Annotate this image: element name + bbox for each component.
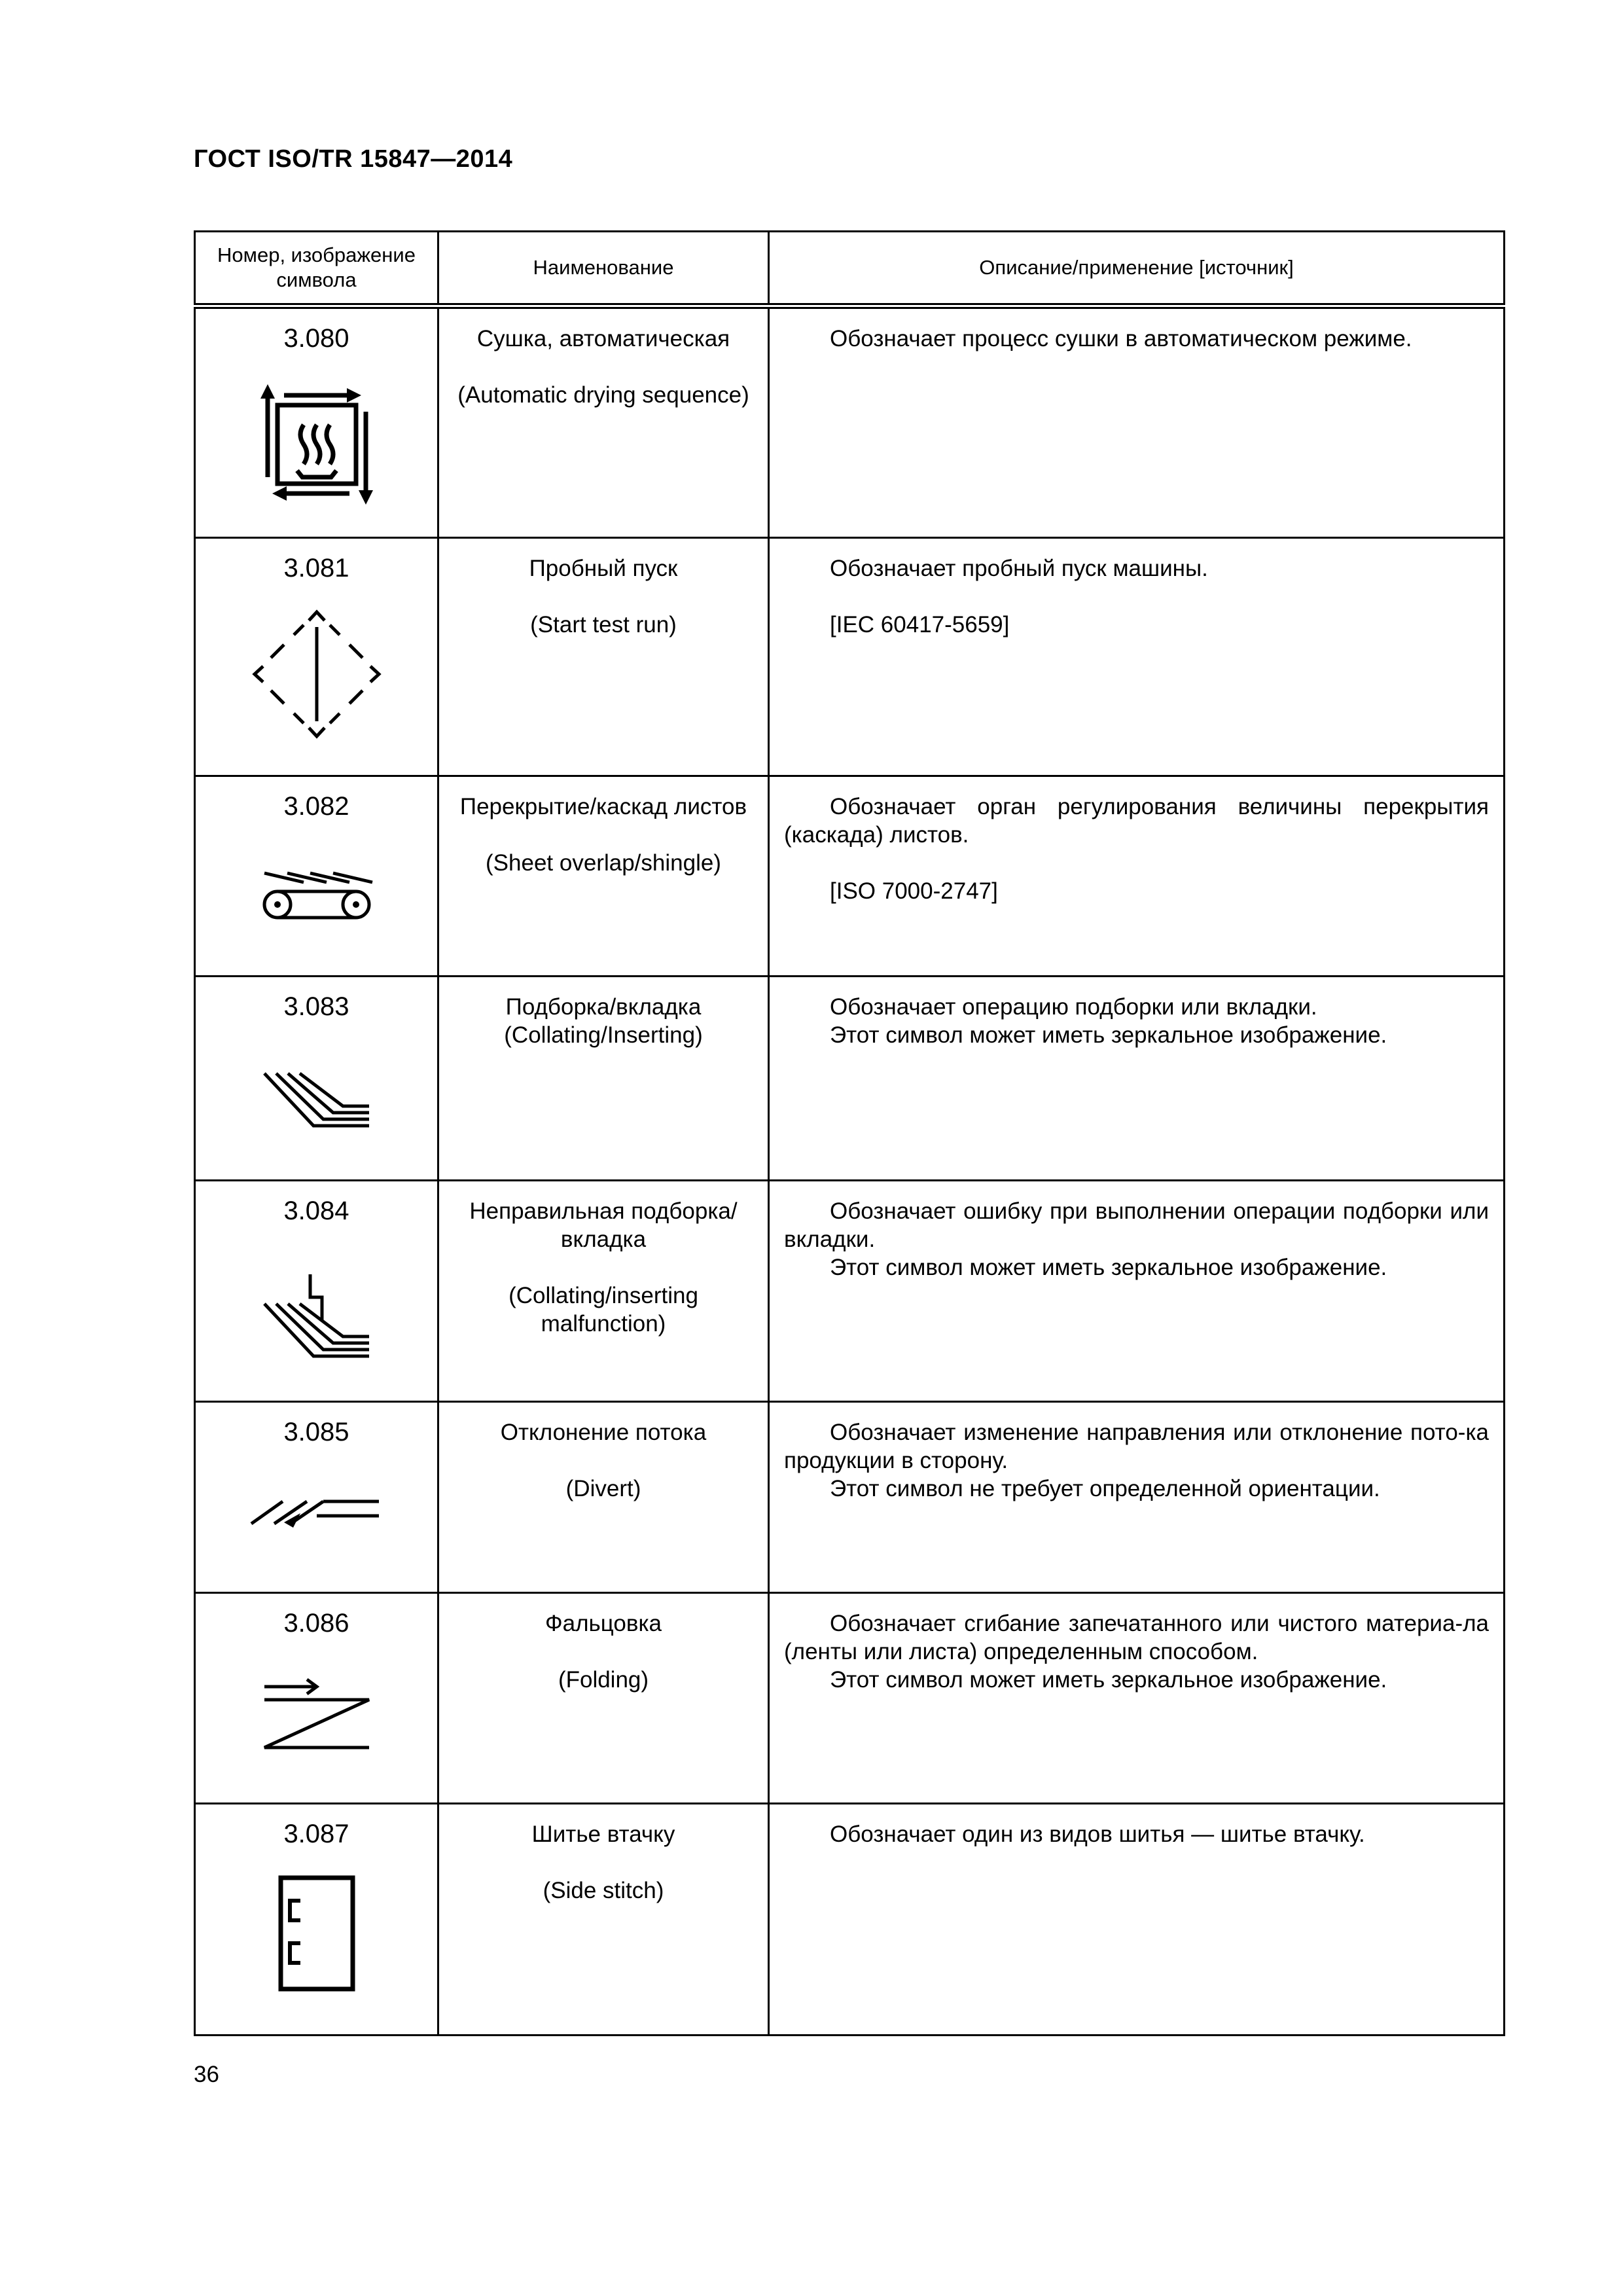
- name-en: (Sheet overlap/shingle): [486, 850, 721, 876]
- description-note: Этот символ может иметь зеркальное изображение.: [830, 1022, 1387, 1048]
- description-cell: [769, 1181, 1505, 1402]
- folding-icon: [251, 1670, 382, 1755]
- name-ru: Сушка, автоматическая: [476, 326, 730, 351]
- symbol-cell: [195, 1402, 438, 1593]
- name-en: (Divert): [565, 1476, 641, 1501]
- name-ru: Пробный пуск: [529, 556, 678, 581]
- table-row: [195, 977, 1505, 1181]
- description-cell: [769, 776, 1505, 977]
- name-ru: Подборка/вкладка: [505, 994, 702, 1020]
- description-cell: [769, 1402, 1505, 1593]
- symbol-cell: [195, 776, 438, 977]
- table-row: [195, 306, 1505, 538]
- name-cell: [438, 1402, 769, 1593]
- automatic-drying-icon: [251, 379, 382, 510]
- name-ru: Перекрытие/каскад листов: [459, 794, 747, 819]
- description-cell: [769, 538, 1505, 776]
- start-test-run-icon: [251, 609, 382, 740]
- table-row: [195, 1402, 1505, 1593]
- description-note: Этот символ может иметь зеркальное изображение.: [830, 1255, 1387, 1280]
- name-cell: [438, 977, 769, 1181]
- symbol-cell: [195, 1181, 438, 1402]
- column-header-name: Наименование: [438, 232, 769, 306]
- description-cell: [769, 977, 1505, 1181]
- symbol-number: 3.081: [283, 554, 349, 583]
- description-text: Обозначает орган регулирования величины перекрытия (каскада) листов.: [784, 794, 1489, 848]
- name-en: (Collating/Inserting): [504, 1022, 703, 1048]
- description-text: Обозначает пробный пуск машины.: [830, 556, 1208, 581]
- symbol-number: 3.086: [283, 1609, 349, 1638]
- description-cell: [769, 1593, 1505, 1804]
- name-ru: Фальцовка: [545, 1611, 662, 1636]
- name-en: (Collating/inserting malfunction): [508, 1283, 698, 1336]
- table-row: [195, 538, 1505, 776]
- symbol-cell: [195, 1593, 438, 1804]
- name-cell: [438, 1593, 769, 1804]
- name-ru: Неправильная подборка/вкладка: [469, 1198, 738, 1252]
- description-text: Обозначает один из видов шитья — шитье втачку.: [830, 1821, 1365, 1847]
- sheet-overlap-icon: [251, 860, 382, 925]
- page-number: 36: [194, 2062, 219, 2087]
- symbol-cell: [195, 306, 438, 538]
- column-header-description: Описание/применение [источник]: [769, 232, 1505, 306]
- name-en: (Automatic drying sequence): [457, 382, 749, 408]
- table-header-row: [195, 232, 1505, 306]
- symbols-table: [194, 230, 1505, 2036]
- name-cell: [438, 776, 769, 977]
- description-text: Обозначает ошибку при выполнении операции подборки или вкладки.: [784, 1198, 1489, 1252]
- divert-icon: [245, 1486, 389, 1538]
- document-header: ГОСТ ISO/TR 15847—2014: [194, 145, 513, 173]
- table-row: [195, 1593, 1505, 1804]
- symbol-cell: [195, 1804, 438, 2036]
- description-text: Обозначает процесс сушки в автоматическом режиме.: [830, 326, 1412, 351]
- description-cell: [769, 1804, 1505, 2036]
- symbol-number: 3.080: [283, 324, 349, 353]
- collating-malfunction-icon: [251, 1271, 382, 1369]
- name-en: (Side stitch): [543, 1878, 664, 1903]
- description-text: Обозначает операцию подборки или вкладки.: [830, 994, 1317, 1020]
- name-cell: [438, 1804, 769, 2036]
- symbol-number: 3.083: [283, 992, 349, 1021]
- name-cell: [438, 306, 769, 538]
- name-cell: [438, 1181, 769, 1402]
- symbol-cell: [195, 977, 438, 1181]
- source-reference: [IEC 60417-5659]: [830, 612, 1010, 637]
- symbol-number: 3.085: [283, 1418, 349, 1446]
- symbol-number: 3.082: [283, 792, 349, 821]
- name-en: (Start test run): [530, 612, 677, 637]
- name-cell: [438, 538, 769, 776]
- name-ru: Отклонение потока: [500, 1420, 707, 1445]
- column-header-symbol: Номер, изображение символа: [195, 232, 438, 306]
- description-text: Обозначает изменение направления или отклонение пото-ка продукции в сторону.: [784, 1420, 1489, 1473]
- source-reference: [ISO 7000-2747]: [830, 878, 998, 904]
- table-row: [195, 776, 1505, 977]
- name-ru: Шитье втачку: [531, 1821, 675, 1847]
- table-row: [195, 1804, 1505, 2036]
- symbol-cell: [195, 538, 438, 776]
- name-en: (Folding): [558, 1667, 649, 1693]
- symbol-number: 3.087: [283, 1820, 349, 1848]
- description-note: Этот символ может иметь зеркальное изображение.: [830, 1667, 1387, 1693]
- table-row: [195, 1181, 1505, 1402]
- description-cell: [769, 306, 1505, 538]
- side-stitch-icon: [274, 1874, 359, 1992]
- description-text: Обозначает сгибание запечатанного или чистого материа-ла (ленты или листа) определенным способом.: [784, 1611, 1489, 1664]
- symbol-number: 3.084: [283, 1196, 349, 1225]
- collating-inserting-icon: [251, 1067, 382, 1139]
- description-note: Этот символ не требует определенной ориентации.: [830, 1476, 1380, 1501]
